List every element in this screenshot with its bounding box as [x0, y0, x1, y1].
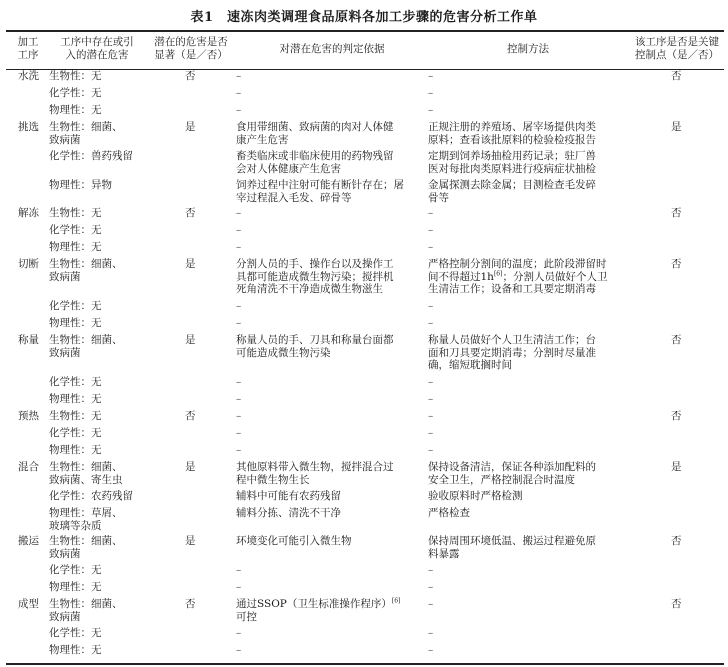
cell-control-line: 间不得超过1h[6]；分割人员做好个人卫 — [428, 270, 608, 283]
header-significant-line: 显著（是／否） — [154, 49, 228, 61]
cell-control-line: 保持周围环境低温、搬运过程避免原 — [428, 535, 596, 547]
cell-basis-line: 程中微生物生长 — [236, 473, 310, 486]
cell-basis-line: – — [236, 427, 242, 439]
cell-control-line: – — [428, 317, 434, 329]
cell-hazard-line: 致病菌 — [49, 346, 81, 359]
header-hazard — [46, 36, 148, 62]
header-step — [10, 36, 46, 62]
cell-control-line: 骨等 — [428, 191, 449, 204]
cell-control — [428, 258, 607, 296]
cell-hazard — [49, 598, 123, 623]
table-row — [0, 298, 728, 315]
cell-hazard-line: 物理性：无 — [49, 241, 102, 253]
table-row — [0, 642, 728, 659]
cell-basis — [236, 317, 241, 330]
table-body — [0, 68, 728, 659]
cell-hazard-line: 物理性：无 — [49, 581, 102, 593]
cell-control — [428, 376, 433, 389]
header-ccp-line: 该工序是否是关键 — [635, 36, 719, 48]
cell-control — [428, 564, 433, 577]
table-row — [0, 374, 728, 391]
cell-control — [428, 150, 596, 175]
cell-hazard-line: 化学性：农药残留 — [49, 490, 133, 502]
cell-hazard-line: 生物性：细菌、 — [49, 334, 123, 346]
cell-hazard — [49, 224, 102, 237]
cell-hazard-line: 物理性：无 — [49, 104, 102, 116]
cell-hazard-line: 化学性：无 — [49, 627, 102, 639]
cell-step: 解冻 — [18, 207, 39, 219]
table-row — [0, 579, 728, 596]
cell-control — [428, 490, 523, 503]
cell-hazard — [49, 70, 102, 83]
cell-control — [428, 393, 433, 406]
cell-basis — [236, 627, 241, 640]
cell-basis-line: – — [236, 627, 242, 639]
cell-basis — [236, 121, 394, 146]
cell-control-line: 严格检查 — [428, 507, 470, 519]
cell-control — [428, 644, 433, 657]
cell-hazard — [49, 87, 102, 100]
cell-hazard — [49, 427, 102, 440]
header-significant-line: 潜在的危害是否 — [154, 36, 228, 48]
cell-hazard — [49, 334, 123, 359]
cell-control — [428, 87, 433, 100]
table-row — [0, 562, 728, 579]
cell-basis-line: 食用带细菌、致病菌的肉对人体健 — [236, 121, 394, 133]
cell-basis-line: – — [236, 644, 242, 656]
cell-basis — [236, 507, 341, 520]
cell-hazard-line: 化学性：无 — [49, 87, 102, 99]
cell-significant: 是 — [185, 121, 196, 133]
cell-significant: 否 — [185, 70, 196, 82]
cell-control-line: – — [428, 70, 434, 82]
cell-control — [428, 507, 470, 520]
cell-control — [428, 70, 433, 83]
cell-basis — [236, 535, 352, 548]
cell-control-line: 严格控制分割间的温度；此阶段滞留时 — [428, 258, 607, 270]
table-row — [0, 391, 728, 408]
cell-hazard-line: 物理性：无 — [49, 444, 102, 456]
cell-control — [428, 427, 433, 440]
header-significant — [146, 36, 236, 62]
table-row — [0, 222, 728, 239]
table-row — [0, 68, 728, 85]
header-step-line: 加工 — [17, 36, 39, 48]
cell-basis-line: 饲养过程中注射可能有断针存在；屠 — [236, 179, 404, 191]
table-row — [0, 85, 728, 102]
cell-control-line: – — [428, 564, 434, 576]
cell-hazard — [49, 207, 102, 220]
table-title: 表1 速冻肉类调理食品原料各加工步骤的危害分析工作单 — [190, 10, 538, 25]
cell-control — [428, 121, 596, 146]
cell-hazard-line: 致病菌 — [49, 270, 81, 283]
cell-basis — [236, 393, 241, 406]
header-hazard-line: 工序中存在或引 — [60, 36, 134, 48]
cell-basis — [236, 444, 241, 457]
cell-hazard-line: 致病菌 — [49, 133, 81, 146]
cell-basis-line: 死角清洗不干净造成微生物滋生 — [236, 283, 383, 295]
table-row — [0, 239, 728, 256]
table-row — [0, 488, 728, 505]
cell-hazard — [49, 317, 102, 330]
cell-basis-line: 具都可能造成微生物污染；搅拌机 — [236, 270, 394, 283]
cell-control-line: 确，缩短耽搁时间 — [428, 359, 512, 371]
cell-basis — [236, 150, 394, 175]
cell-control-line: 料暴露 — [428, 547, 460, 560]
cell-hazard-line: 物理性：无 — [49, 317, 102, 329]
cell-control-line: – — [428, 410, 434, 422]
cell-control — [428, 207, 433, 220]
cell-step: 成型 — [18, 598, 39, 610]
cell-significant: 是 — [185, 258, 196, 270]
table-row — [0, 442, 728, 459]
table-row — [0, 119, 728, 148]
cell-ccp: 是 — [671, 121, 682, 133]
cell-basis-line: – — [236, 564, 242, 576]
cell-hazard-line: 生物性：无 — [49, 410, 102, 422]
cell-step: 预热 — [18, 410, 39, 422]
cell-hazard-line: 物理性：异物 — [49, 179, 112, 191]
cell-step: 称量 — [18, 334, 39, 346]
cell-basis-line: – — [236, 300, 242, 312]
cell-control-line: – — [428, 581, 434, 593]
cell-control — [428, 461, 596, 486]
cell-control — [428, 598, 433, 611]
table-row — [0, 425, 728, 442]
bottom-rule — [6, 663, 724, 665]
cell-basis-line: – — [236, 224, 242, 236]
cell-control-line: – — [428, 627, 434, 639]
cell-hazard-line: 生物性：细菌、 — [49, 121, 123, 133]
cell-basis-line: 称量人员的手、刀具和称量台面都 — [236, 334, 394, 346]
cell-basis-line: 通过SSOP（卫生标准操作程序）[6] — [236, 597, 401, 610]
table-row — [0, 533, 728, 562]
cell-hazard-line: 致病菌 — [49, 610, 81, 623]
cell-ccp: 否 — [671, 70, 682, 82]
cell-hazard — [49, 179, 112, 192]
header-basis — [236, 43, 428, 56]
cell-hazard-line: 生物性：细菌、 — [49, 598, 123, 610]
cell-basis-line: – — [236, 104, 242, 116]
cell-hazard-line: 生物性：无 — [49, 70, 102, 82]
cell-hazard-line: 物理性：草屑、 — [49, 507, 123, 519]
cell-step: 混合 — [18, 461, 39, 473]
cell-control-line: 保持设备清洁，保证各种添加配料的 — [428, 461, 596, 473]
header-control — [428, 43, 628, 56]
cell-control-line: – — [428, 207, 434, 219]
cell-hazard — [49, 300, 102, 313]
cell-control — [428, 300, 433, 313]
cell-basis — [236, 410, 241, 423]
cell-hazard — [49, 393, 102, 406]
cell-ccp: 否 — [671, 258, 682, 270]
cell-significant: 是 — [185, 334, 196, 346]
top-rule — [6, 30, 724, 32]
cell-control-line: 面和刀具要定期消毒；分割时尽量准 — [428, 346, 596, 359]
cell-step: 水洗 — [18, 70, 39, 82]
cell-basis-line: – — [236, 87, 242, 99]
cell-basis — [236, 300, 241, 313]
cell-basis — [236, 564, 241, 577]
cell-basis-line: – — [236, 581, 242, 593]
cell-control-line: – — [428, 87, 434, 99]
cell-hazard-line: 化学性：无 — [49, 300, 102, 312]
cell-basis-line: – — [236, 207, 242, 219]
cell-basis — [236, 461, 394, 486]
cell-control-line: – — [428, 393, 434, 405]
cell-hazard — [49, 507, 123, 532]
cell-basis-line: 分割人员的手、操作台以及操作工 — [236, 258, 394, 270]
cell-control — [428, 241, 433, 254]
header-hazard-line: 入的潜在危害 — [65, 49, 129, 61]
cell-control-line: 生清洁工作；设备和工具要定期消毒 — [428, 283, 596, 295]
cell-significant: 是 — [185, 535, 196, 547]
cell-basis-line: – — [236, 241, 242, 253]
cell-control — [428, 179, 596, 204]
cell-hazard — [49, 410, 102, 423]
cell-control — [428, 581, 433, 594]
cell-control — [428, 444, 433, 457]
cell-hazard — [49, 461, 123, 486]
cell-basis-line: – — [236, 444, 242, 456]
header-basis-line: 对潜在危害的判定依据 — [279, 43, 385, 55]
cell-control-line: – — [428, 224, 434, 236]
cell-significant: 否 — [185, 207, 196, 219]
cell-basis-line: 可能造成微生物污染 — [236, 346, 331, 359]
cell-basis-line: 环境变化可能引入微生物 — [236, 535, 352, 547]
cell-hazard — [49, 564, 102, 577]
cell-basis — [236, 376, 241, 389]
table-row — [0, 459, 728, 488]
cell-hazard-line: 化学性：无 — [49, 564, 102, 576]
table-row — [0, 408, 728, 425]
cell-basis — [236, 224, 241, 237]
cell-basis-line: – — [236, 393, 242, 405]
cell-control-line: – — [428, 241, 434, 253]
cell-ccp: 否 — [671, 207, 682, 219]
cell-control — [428, 627, 433, 640]
table-row — [0, 102, 728, 119]
cell-basis — [236, 581, 241, 594]
cell-basis-line: 辅料中可能有农药残留 — [236, 490, 341, 502]
cell-control-line: 原料；查看该批原料的检验检疫报告 — [428, 133, 596, 146]
cell-basis-line: 会对人体健康产生危害 — [236, 162, 341, 175]
cell-basis — [236, 334, 394, 359]
cell-basis-line: 康产生危害 — [236, 133, 289, 146]
table-row — [0, 505, 728, 533]
cell-hazard — [49, 104, 102, 117]
cell-control-line: 医对每批肉类原料进行疫病症状抽检 — [428, 162, 596, 175]
table-row — [0, 256, 728, 298]
cell-hazard — [49, 581, 102, 594]
cell-basis-line: – — [236, 70, 242, 82]
cell-control-line: 称量人员做好个人卫生清洁工作；台 — [428, 334, 596, 346]
cell-control — [428, 410, 433, 423]
cell-control-line: 正规注册的养殖场、屠宰场提供肉类 — [428, 121, 596, 133]
cell-hazard-line: 玻璃等杂质 — [49, 519, 102, 532]
cell-basis — [236, 87, 241, 100]
cell-significant: 否 — [185, 410, 196, 422]
cell-basis — [236, 490, 341, 503]
cell-basis-line: 畜类临床或非临床使用的药物残留 — [236, 150, 394, 162]
header-ccp — [628, 36, 726, 62]
cell-hazard — [49, 490, 133, 503]
header-control-line: 控制方法 — [507, 43, 549, 55]
cell-control — [428, 104, 433, 117]
cell-control — [428, 317, 433, 330]
cell-hazard — [49, 258, 123, 283]
table-row — [0, 148, 728, 177]
cell-basis-line: 可控 — [236, 610, 257, 623]
cell-ccp: 否 — [671, 598, 682, 610]
cell-hazard-line: 化学性：无 — [49, 224, 102, 236]
cell-basis — [236, 241, 241, 254]
table-row — [0, 596, 728, 625]
cell-control-line: 安全卫生，严格控制混合时温度 — [428, 473, 575, 486]
cell-control-line: 定期到饲养场抽检用药记录；驻厂兽 — [428, 150, 596, 162]
cell-control — [428, 224, 433, 237]
cell-hazard — [49, 376, 102, 389]
cell-basis-line: 辅料分拣、清洗不干净 — [236, 507, 341, 519]
cell-control-line: – — [428, 376, 434, 388]
cell-hazard-line: 生物性：无 — [49, 207, 102, 219]
cell-hazard-line: 致病菌、寄生虫 — [49, 473, 123, 486]
cell-hazard — [49, 121, 123, 146]
cell-basis — [236, 427, 241, 440]
cell-basis — [236, 70, 241, 83]
cell-hazard — [49, 535, 123, 560]
cell-control-line: – — [428, 427, 434, 439]
cell-significant: 否 — [185, 598, 196, 610]
cell-hazard-line: 物理性：无 — [49, 393, 102, 405]
cell-hazard — [49, 444, 102, 457]
cell-hazard-line: 化学性：无 — [49, 376, 102, 388]
cell-hazard — [49, 644, 102, 657]
cell-control-line: – — [428, 444, 434, 456]
table-row — [0, 315, 728, 332]
cell-hazard-line: 生物性：细菌、 — [49, 258, 123, 270]
cell-control-line: – — [428, 644, 434, 656]
cell-basis-line: – — [236, 317, 242, 329]
cell-basis-line: 宰过程混入毛发、碎骨等 — [236, 191, 352, 204]
cell-hazard-line: 生物性：细菌、 — [49, 461, 123, 473]
cell-control-line: – — [428, 598, 434, 610]
cell-control-line: – — [428, 300, 434, 312]
cell-basis — [236, 598, 400, 623]
table-row — [0, 205, 728, 222]
cell-ccp: 否 — [671, 410, 682, 422]
cell-step: 切断 — [18, 258, 39, 270]
cell-ccp: 否 — [671, 535, 682, 547]
cell-basis — [236, 104, 241, 117]
cell-basis — [236, 179, 404, 204]
cell-hazard — [49, 150, 133, 163]
cell-hazard — [49, 627, 102, 640]
cell-ccp: 是 — [671, 461, 682, 473]
header-ccp-line: 控制点（是／否） — [635, 49, 719, 61]
cell-step: 挑选 — [18, 121, 39, 133]
cell-hazard — [49, 241, 102, 254]
cell-basis-line: – — [236, 410, 242, 422]
cell-control — [428, 535, 596, 560]
cell-significant: 是 — [185, 461, 196, 473]
cell-hazard-line: 化学性：无 — [49, 427, 102, 439]
cell-control-line: 金属探测去除金属；目测检查毛发碎 — [428, 179, 596, 191]
table-row — [0, 332, 728, 374]
cell-basis — [236, 644, 241, 657]
header-step-line: 工序 — [17, 49, 39, 61]
cell-control — [428, 334, 596, 372]
cell-step: 搬运 — [18, 535, 39, 547]
cell-basis-line: 其他原料带入微生物，搅拌混合过 — [236, 461, 394, 473]
cell-hazard-line: 生物性：细菌、 — [49, 535, 123, 547]
cell-basis — [236, 207, 241, 220]
table-row — [0, 177, 728, 205]
cell-basis-line: – — [236, 376, 242, 388]
table-row — [0, 625, 728, 642]
cell-control-line: 验收原料时严格检测 — [428, 490, 523, 502]
cell-hazard-line: 化学性：兽药残留 — [49, 150, 133, 162]
cell-control-line: – — [428, 104, 434, 116]
cell-hazard-line: 致病菌 — [49, 547, 81, 560]
cell-ccp: 否 — [671, 334, 682, 346]
cell-hazard-line: 物理性：无 — [49, 644, 102, 656]
cell-basis — [236, 258, 394, 296]
